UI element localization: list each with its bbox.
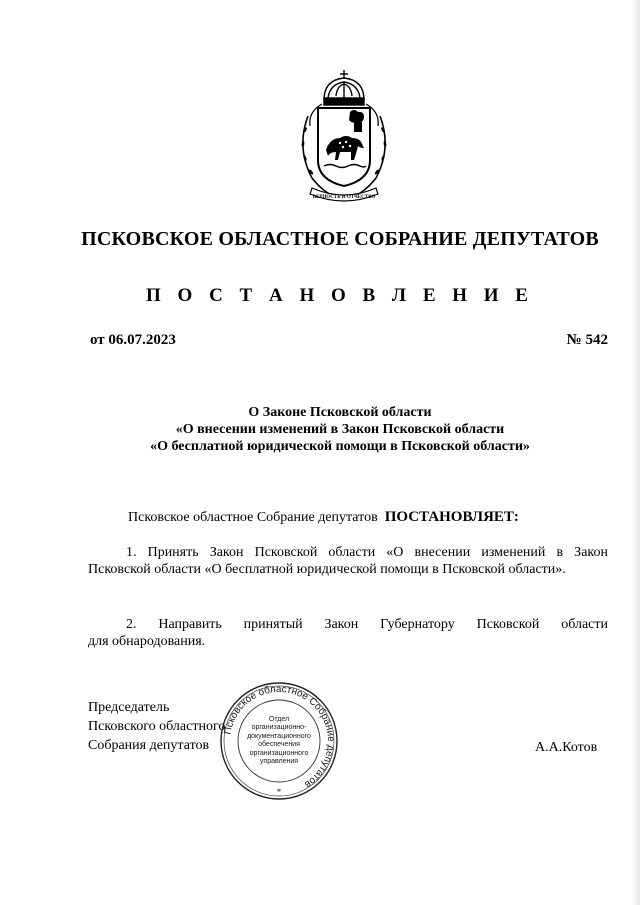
document-date: от 06.07.2023 — [90, 332, 176, 348]
signer-title-line: Собрания депутатов — [88, 738, 210, 753]
document-subject — [40, 404, 640, 455]
item-continuation: для обнародования. — [88, 634, 206, 649]
stamp-inner-line: организационного — [249, 749, 309, 757]
stamp-inner-text — [240, 716, 318, 766]
emblem-motto: ВЕРНОСТЬ И ОТЧЕСТВО — [312, 195, 376, 200]
signer-title-line: Председатель — [88, 700, 170, 715]
resolution-item — [88, 544, 608, 578]
stamp-inner-line: обеспечения — [258, 741, 300, 749]
coat-of-arms-emblem — [294, 68, 394, 210]
subject-line: «О внесении изменений в Закон Псковской области — [175, 422, 505, 437]
subject-line: «О бесплатной юридической помощи в Псковской области» — [150, 439, 530, 454]
resolution-intro — [128, 509, 519, 526]
item-first-line: 2. Направить принятый Закон Губернатору Псковской области — [126, 617, 608, 632]
document-type: П О С Т А Н О В Л Е Н И Е — [146, 285, 534, 306]
signer-name: А.А.Котов — [535, 740, 598, 755]
stamp-inner-line: Отдел — [268, 716, 290, 723]
stamp-inner-line: управления — [259, 758, 299, 766]
item-first-line: 1. Принять Закон Псковской области «О внесении изменений в Закон — [126, 545, 608, 560]
subject-line: О Законе Псковской области — [248, 405, 432, 420]
signer-title-line: Псковского областного — [88, 719, 226, 734]
resolution-prefix: Псковское областное Собрание депутатов — [128, 510, 378, 525]
organization-title: ПСКОВСКОЕ ОБЛАСТНОЕ СОБРАНИЕ ДЕПУТАТОВ — [81, 228, 599, 250]
signer-title — [88, 698, 225, 755]
stamp-inner-line: документационного — [247, 732, 311, 740]
stamp-star: * — [276, 787, 282, 797]
item-continuation: Псковской области «О бесплатной юридической помощи в Псковской области». — [88, 562, 566, 577]
document-number: № 542 — [566, 332, 608, 348]
stamp-ring-textpath: Псковское областное Собрание депутатов — [222, 683, 337, 790]
resolution-word: ПОСТАНОВЛЯЕТ: — [384, 509, 519, 525]
stamp-inner-line: организационно- — [251, 724, 307, 732]
resolution-item — [88, 616, 608, 650]
